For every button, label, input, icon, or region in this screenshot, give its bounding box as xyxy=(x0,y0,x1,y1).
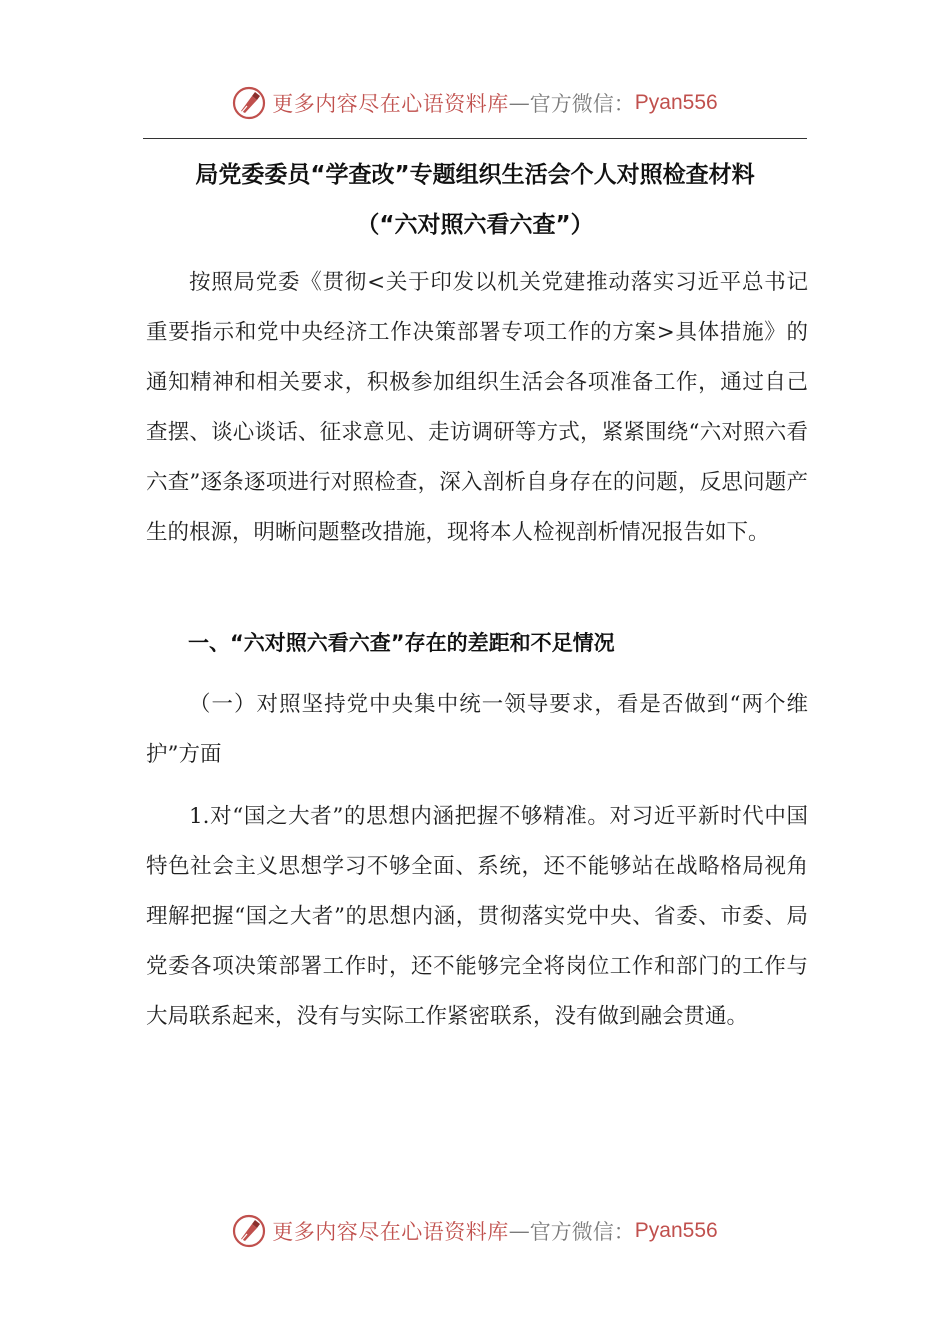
intro-paragraph: 按照局党委《贯彻<关于印发以机关党建推动落实习近平总书记重要指示和党中央经济工作决策部署专项工作的方案>具体措施》的通知精神和相关要求，积极参加组织生活会各项准备工作，通过自己查摆、谈心谈话、征求意见、走访调研等方式，紧紧围绕“六对照六看六查”逐条逐项进行对照检查，深入剖析自身存在的问题，反思问题产生的根源，明晰问题整改措施，现将本人检视剖析情况报告如下。 xyxy=(146,270,808,545)
section-heading: 一、“六对照六看六查”存在的差距和不足情况 xyxy=(188,631,615,655)
document-title: 局党委委员“学查改”专题组织生活会个人对照检查材料 xyxy=(195,162,755,188)
banner-slogan: 更多内容尽在心语资料库 xyxy=(272,1220,509,1244)
banner-dash: — xyxy=(508,1219,530,1243)
banner-wechat-id: Pyan556 xyxy=(634,91,718,114)
footer-watermark-banner xyxy=(0,1208,950,1254)
pen-nib-icon xyxy=(232,86,266,120)
document-subtitle: （“六对照六看六查”） xyxy=(356,212,594,238)
header-divider xyxy=(143,138,807,139)
subsection-heading: （一）对照坚持党中央集中统一领导要求，看是否做到“两个维护”方面 xyxy=(146,692,808,767)
pen-nib-icon xyxy=(232,1214,266,1248)
banner-dash: — xyxy=(508,91,530,115)
banner-wechat-label: 官方微信： xyxy=(529,92,635,116)
item-paragraph: 1.对“国之大者”的思想内涵把握不够精准。对习近平新时代中国特色社会主义思想学习不够全面、系统，还不能够站在战略格局视角理解把握“国之大者”的思想内涵，贯彻落实党中央、省委、市委、局党委各项决策部署工作时，还不能够完全将岗位工作和部门的工作与大局联系起来，没有与实际工作紧密联系，没有做到融会贯通。 xyxy=(146,804,808,1029)
banner-slogan: 更多内容尽在心语资料库 xyxy=(272,92,509,116)
banner-wechat-id: Pyan556 xyxy=(634,1219,718,1242)
header-watermark-banner xyxy=(0,80,950,126)
banner-wechat-label: 官方微信： xyxy=(529,1220,635,1244)
